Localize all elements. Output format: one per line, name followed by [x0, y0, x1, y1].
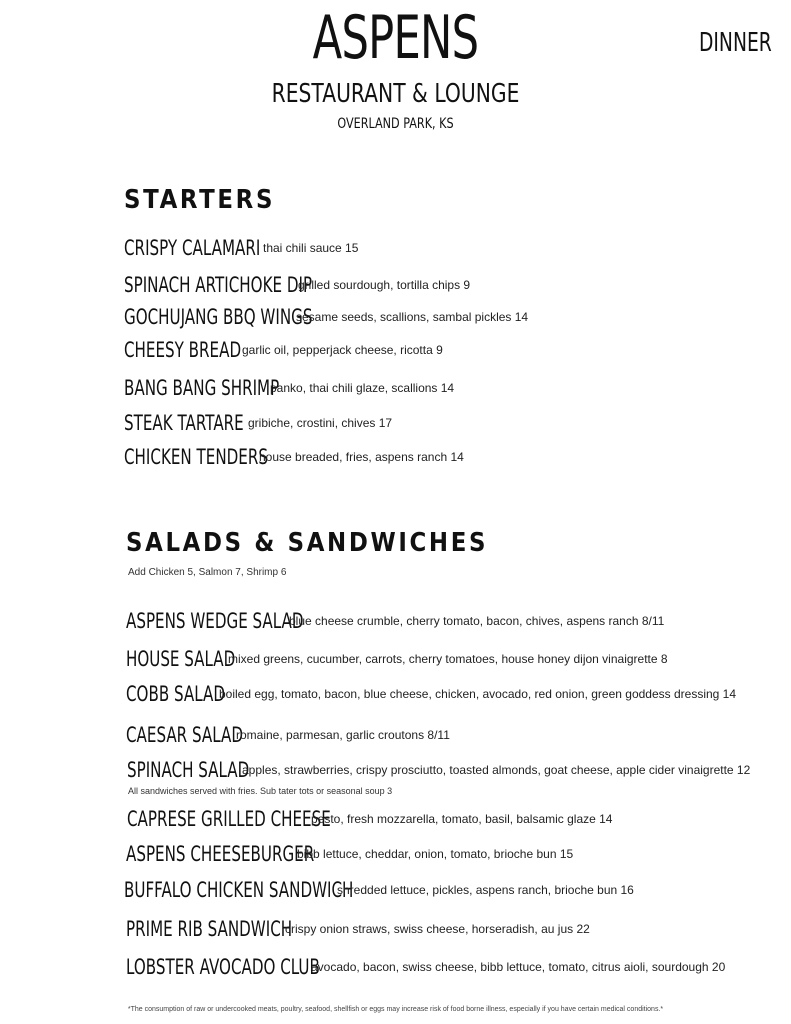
location: OVERLAND PARK, KS [337, 116, 454, 132]
item-name: BUFFALO CHICKEN SANDWICH [124, 878, 354, 902]
item-description: mixed greens, cucumber, carrots, cherry tomatoes, house honey dijon vinaigrette 8 [228, 652, 668, 666]
item-name: SPINACH SALAD [127, 758, 250, 782]
item-description: gribiche, crostini, chives 17 [248, 416, 393, 430]
item-name: CHEESY BREAD [124, 338, 242, 362]
item-description: thai chili sauce 15 [263, 241, 359, 255]
item-name: SPINACH ARTICHOKE DIP [124, 273, 313, 297]
item-description: romaine, parmesan, garlic croutons 8/11 [236, 728, 450, 742]
item-description: sesame seeds, scallions, sambal pickles 14 [296, 310, 529, 324]
item-description: shredded lettuce, pickles, aspens ranch, brioche bun 16 [337, 883, 634, 897]
brand-title: ASPENS [312, 3, 479, 73]
meal-period: DINNER [699, 28, 772, 58]
item-description: grilled sourdough, tortilla chips 9 [298, 278, 471, 292]
food-safety-disclaimer: *The consumption of raw or undercooked meats, poultry, seafood, shellfish or eggs may increase risk of food borne illness, especially if you have certain medical conditions.* [127, 1006, 664, 1013]
item-name: ASPENS WEDGE SALAD [126, 609, 304, 633]
item-description: boiled egg, tomato, bacon, blue cheese, chicken, avocado, red onion, green goddess dressing 14 [219, 687, 737, 701]
item-name: CAPRESE GRILLED CHEESE [127, 807, 331, 831]
item-name: ASPENS CHEESEBURGER [126, 842, 315, 866]
item-name: HOUSE SALAD [126, 647, 236, 671]
section-title-salads-sandwiches: SALADS & SANDWICHES [126, 528, 489, 558]
item-name: COBB SALAD [126, 682, 225, 706]
item-description: pesto, fresh mozzarella, tomato, basil, balsamic glaze 14 [311, 812, 613, 826]
item-name: STEAK TARTARE [124, 411, 244, 435]
add-protein-note: Add Chicken 5, Salmon 7, Shrimp 6 [128, 567, 287, 578]
item-name: LOBSTER AVOCADO CLUB [126, 955, 320, 979]
item-name: CAESAR SALAD [126, 723, 243, 747]
item-name: BANG BANG SHRIMP [124, 376, 280, 400]
sandwich-note: All sandwiches served with fries. Sub tater tots or seasonal soup 3 [128, 786, 393, 796]
item-name: PRIME RIB SANDWICH [126, 917, 293, 941]
brand-subtitle: RESTAURANT & LOUNGE [271, 79, 520, 109]
item-description: panko, thai chili glaze, scallions 14 [270, 381, 455, 395]
item-description: avocado, bacon, swiss cheese, bibb lettuce, tomato, citrus aioli, sourdough 20 [311, 960, 726, 974]
item-name: CHICKEN TENDERS [124, 445, 268, 469]
item-description: house breaded, fries, aspens ranch 14 [259, 450, 464, 464]
item-name: CRISPY CALAMARI [124, 236, 261, 260]
item-description: blue cheese crumble, cherry tomato, bacon, chives, aspens ranch 8/11 [289, 614, 665, 628]
item-description: garlic oil, pepperjack cheese, ricotta 9 [242, 343, 443, 357]
section-title-starters: STARTERS [124, 185, 276, 215]
item-description: apples, strawberries, crispy prosciutto, toasted almonds, goat cheese, apple cider vinaigrette 12 [242, 763, 751, 777]
item-description: crispy onion straws, swiss cheese, horseradish, au jus 22 [285, 922, 590, 936]
item-name: GOCHUJANG BBQ WINGS [124, 305, 313, 329]
item-description: bibb lettuce, cheddar, onion, tomato, brioche bun 15 [297, 847, 574, 861]
